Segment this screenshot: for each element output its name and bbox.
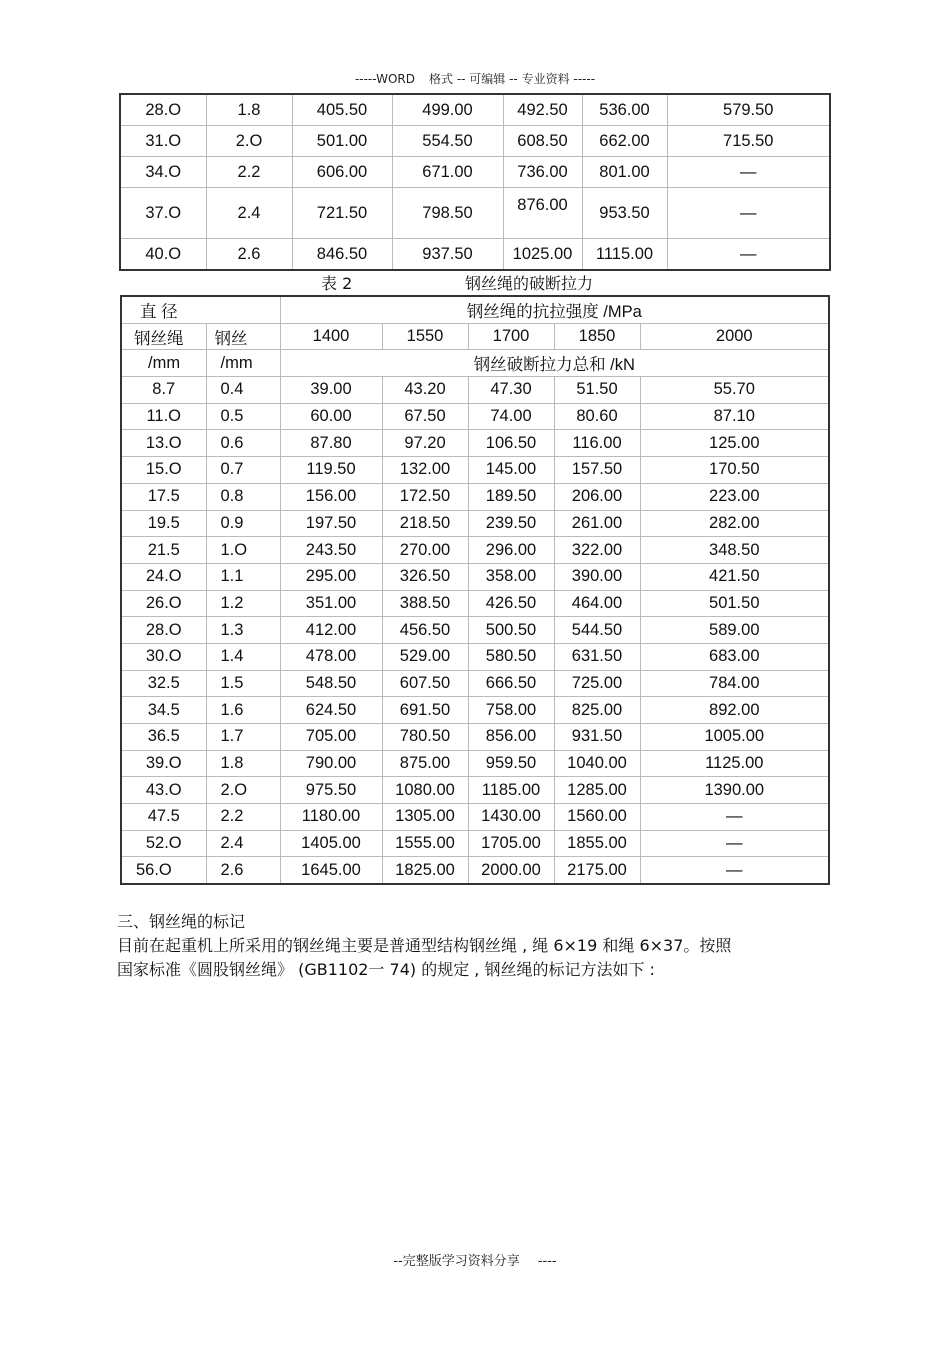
table-cell: —: [667, 157, 830, 188]
table-cell: 28.O: [120, 94, 206, 126]
table-cell: 1.2: [206, 590, 280, 617]
header-diameter: 直 径: [121, 296, 280, 323]
table-row: [120, 239, 830, 271]
table-cell: 67.50: [382, 403, 468, 430]
table-2-body: [121, 296, 829, 884]
table-cell: 2000.00: [468, 857, 554, 884]
header-rope: 钢丝绳: [121, 323, 206, 350]
table-cell: 736.00: [503, 157, 582, 188]
table-row: [121, 643, 829, 670]
table-cell: 536.00: [582, 94, 667, 126]
table-cell: 132.00: [382, 457, 468, 484]
table-cell: 26.O: [121, 590, 206, 617]
table-cell: 953.50: [582, 188, 667, 239]
table-cell: 0.4: [206, 377, 280, 404]
page-header: [0, 70, 950, 87]
table-cell: 691.50: [382, 697, 468, 724]
table-row: [121, 430, 829, 457]
table-cell: 282.00: [640, 510, 829, 537]
table-cell: 1.4: [206, 643, 280, 670]
table-cell: 671.00: [392, 157, 503, 188]
table-cell: 1405.00: [280, 830, 382, 857]
table-cell: 1305.00: [382, 804, 468, 831]
table-cell: 589.00: [640, 617, 829, 644]
table-cell: 421.50: [640, 563, 829, 590]
table-cell: 464.00: [554, 590, 640, 617]
header-wire: 钢丝: [206, 323, 280, 350]
table-cell: 780.50: [382, 724, 468, 751]
table-cell: 2.4: [206, 830, 280, 857]
table-cell: 19.5: [121, 510, 206, 537]
table-cell: 500.50: [468, 617, 554, 644]
table-cell: 15.O: [121, 457, 206, 484]
table-cell: 243.50: [280, 537, 382, 564]
table-cell: 721.50: [292, 188, 392, 239]
header-rope-unit: /mm: [121, 350, 206, 377]
table-cell: 959.50: [468, 750, 554, 777]
table-cell: 725.00: [554, 670, 640, 697]
table-1-body: [120, 94, 830, 270]
footer-right: ----: [537, 1254, 557, 1269]
table-cell: 51.50: [554, 377, 640, 404]
paragraph-line-1: 目前在起重机上所采用的钢丝绳主要是普通型结构钢丝绳 , 绳 6×19 和绳 6×37。按照: [117, 936, 732, 955]
table-cell: 478.00: [280, 643, 382, 670]
table-cell: 358.00: [468, 563, 554, 590]
table-cell: 705.00: [280, 724, 382, 751]
table-cell: 74.00: [468, 403, 554, 430]
table-row: [121, 510, 829, 537]
table-cell: 2.O: [206, 777, 280, 804]
table-row: [121, 483, 829, 510]
table-row: [121, 724, 829, 751]
table-cell: 580.50: [468, 643, 554, 670]
table-cell: 892.00: [640, 697, 829, 724]
table-cell: 43.20: [382, 377, 468, 404]
table-2-label: 表 2: [321, 274, 353, 293]
table-cell: —: [667, 239, 830, 271]
table-cell: 501.50: [640, 590, 829, 617]
table-cell: 239.50: [468, 510, 554, 537]
table-cell: 223.00: [640, 483, 829, 510]
table-cell: 326.50: [382, 563, 468, 590]
table-cell: 624.50: [280, 697, 382, 724]
table-cell: 846.50: [292, 239, 392, 271]
table-cell: 36.5: [121, 724, 206, 751]
table-row: [121, 590, 829, 617]
table-cell: 34.O: [120, 157, 206, 188]
page-footer: [0, 1250, 950, 1269]
table-row: [120, 188, 830, 239]
table-cell: 34.5: [121, 697, 206, 724]
table-cell: 17.5: [121, 483, 206, 510]
table-cell: 608.50: [503, 126, 582, 157]
table-cell: 80.60: [554, 403, 640, 430]
table-cell: 426.50: [468, 590, 554, 617]
table-cell: 218.50: [382, 510, 468, 537]
table-cell: 1825.00: [382, 857, 468, 884]
table-cell: 1390.00: [640, 777, 829, 804]
table-cell: 1.6: [206, 697, 280, 724]
header-wire-unit: /mm: [206, 350, 280, 377]
table-cell: 662.00: [582, 126, 667, 157]
header-strength-1400: 1400: [280, 323, 382, 350]
table-cell: 548.50: [280, 670, 382, 697]
table-cell: 501.00: [292, 126, 392, 157]
table-row: [121, 750, 829, 777]
table-cell: 2.6: [206, 857, 280, 884]
table-cell: 1025.00: [503, 239, 582, 271]
header-strength-1550: 1550: [382, 323, 468, 350]
header-strength-1700: 1700: [468, 323, 554, 350]
table-cell: 390.00: [554, 563, 640, 590]
table-cell: 683.00: [640, 643, 829, 670]
table-2-header-row-2: [121, 323, 829, 350]
table-cell: 11.O: [121, 403, 206, 430]
header-total-force: 钢丝破断拉力总和 /kN: [280, 350, 829, 377]
table-cell: 87.10: [640, 403, 829, 430]
table-row: [120, 126, 830, 157]
table-cell: 1555.00: [382, 830, 468, 857]
table-cell: 55.70: [640, 377, 829, 404]
cell-text: 876.00: [517, 195, 568, 214]
table-cell: 296.00: [468, 537, 554, 564]
table-cell: 1125.00: [640, 750, 829, 777]
table-cell: 666.50: [468, 670, 554, 697]
table-row: [121, 457, 829, 484]
table-cell: 106.50: [468, 430, 554, 457]
table-cell: 156.00: [280, 483, 382, 510]
table-2-title: 钢丝绳的破断拉力: [465, 274, 594, 293]
table-cell: 1285.00: [554, 777, 640, 804]
table-cell: 0.9: [206, 510, 280, 537]
table-row: [121, 670, 829, 697]
table-2: [120, 295, 830, 885]
table-cell: 47.30: [468, 377, 554, 404]
table-cell: 37.O: [120, 188, 206, 239]
table-cell: 1115.00: [582, 239, 667, 271]
table-cell: 40.O: [120, 239, 206, 271]
table-cell: 1180.00: [280, 804, 382, 831]
table-cell: 2.O: [206, 126, 292, 157]
table-cell: 8.7: [121, 377, 206, 404]
table-cell: —: [640, 830, 829, 857]
table-cell: 295.00: [280, 563, 382, 590]
table-cell: 47.5: [121, 804, 206, 831]
section-heading: 三、钢丝绳的标记: [117, 912, 246, 931]
table-cell: 119.50: [280, 457, 382, 484]
table-cell: 197.50: [280, 510, 382, 537]
table-row: [121, 377, 829, 404]
table-cell: 1705.00: [468, 830, 554, 857]
table-cell: 790.00: [280, 750, 382, 777]
table-cell: 52.O: [121, 830, 206, 857]
table-cell: 931.50: [554, 724, 640, 751]
table-cell: 261.00: [554, 510, 640, 537]
table-cell: 492.50: [503, 94, 582, 126]
table-cell: 1.7: [206, 724, 280, 751]
table-cell: 412.00: [280, 617, 382, 644]
table-cell: 43.O: [121, 777, 206, 804]
table-cell: 270.00: [382, 537, 468, 564]
table-row: [121, 403, 829, 430]
table-cell: 348.50: [640, 537, 829, 564]
table-cell: 1005.00: [640, 724, 829, 751]
table-cell: 1.1: [206, 563, 280, 590]
table-cell: 715.50: [667, 126, 830, 157]
table-cell: 97.20: [382, 430, 468, 457]
table-cell: 28.O: [121, 617, 206, 644]
table-cell: 206.00: [554, 483, 640, 510]
table-cell: 405.50: [292, 94, 392, 126]
table-cell: 606.00: [292, 157, 392, 188]
table-cell: —: [640, 857, 829, 884]
table-cell: 0.5: [206, 403, 280, 430]
footer-left: --完整版学习资料分享: [393, 1254, 520, 1269]
table-cell: 499.00: [392, 94, 503, 126]
header-strength-2000: 2000: [640, 323, 829, 350]
table-cell: 1040.00: [554, 750, 640, 777]
table-cell: 554.50: [392, 126, 503, 157]
table-cell: 631.50: [554, 643, 640, 670]
table-cell: 1185.00: [468, 777, 554, 804]
table-cell: 801.00: [582, 157, 667, 188]
header-strength-1850: 1850: [554, 323, 640, 350]
table-row: [121, 617, 829, 644]
table-1-continued: [119, 93, 831, 271]
table-cell: 87.80: [280, 430, 382, 457]
table-cell: 56.O: [121, 857, 206, 884]
table-cell: 1645.00: [280, 857, 382, 884]
table-cell: 2.4: [206, 188, 292, 239]
table-cell: 30.O: [121, 643, 206, 670]
table-row: [121, 857, 829, 884]
table-cell: 170.50: [640, 457, 829, 484]
table-cell: 2175.00: [554, 857, 640, 884]
table-cell: 0.8: [206, 483, 280, 510]
table-cell: 875.00: [382, 750, 468, 777]
table-cell: 758.00: [468, 697, 554, 724]
table-cell: 32.5: [121, 670, 206, 697]
table-cell: 1.O: [206, 537, 280, 564]
header-strength: 钢丝绳的抗拉强度 /MPa: [280, 296, 829, 323]
table-2-header-row-3: [121, 350, 829, 377]
table-cell: [503, 188, 582, 239]
table-cell: 0.6: [206, 430, 280, 457]
table-cell: 544.50: [554, 617, 640, 644]
table-cell: 529.00: [382, 643, 468, 670]
table-row: [121, 830, 829, 857]
table-cell: 2.2: [206, 157, 292, 188]
table-cell: 2.6: [206, 239, 292, 271]
table-cell: 1855.00: [554, 830, 640, 857]
table-cell: 116.00: [554, 430, 640, 457]
table-row: [121, 804, 829, 831]
table-cell: 322.00: [554, 537, 640, 564]
table-cell: 0.7: [206, 457, 280, 484]
table-cell: 798.50: [392, 188, 503, 239]
table-row: [120, 157, 830, 188]
table-cell: 579.50: [667, 94, 830, 126]
table-cell: —: [640, 804, 829, 831]
table-row: [121, 697, 829, 724]
table-cell: 145.00: [468, 457, 554, 484]
table-cell: 1560.00: [554, 804, 640, 831]
table-cell: 937.50: [392, 239, 503, 271]
table-cell: 607.50: [382, 670, 468, 697]
header-left: -----WORD: [354, 72, 415, 86]
table-cell: 1.8: [206, 94, 292, 126]
table-cell: —: [667, 188, 830, 239]
table-cell: 784.00: [640, 670, 829, 697]
table-cell: 1.3: [206, 617, 280, 644]
table-cell: 21.5: [121, 537, 206, 564]
paragraph-line-2: 国家标准《圆股钢丝绳》 (GB1102一 74) 的规定 , 钢丝绳的标记方法如下 :: [117, 960, 655, 979]
table-cell: 24.O: [121, 563, 206, 590]
table-cell: 975.50: [280, 777, 382, 804]
table-cell: 125.00: [640, 430, 829, 457]
table-cell: 31.O: [120, 126, 206, 157]
table-cell: 1080.00: [382, 777, 468, 804]
table-row: [121, 777, 829, 804]
table-cell: 1430.00: [468, 804, 554, 831]
table-cell: 856.00: [468, 724, 554, 751]
table-cell: 351.00: [280, 590, 382, 617]
table-cell: 60.00: [280, 403, 382, 430]
table-cell: 456.50: [382, 617, 468, 644]
table-cell: 2.2: [206, 804, 280, 831]
table-cell: 39.00: [280, 377, 382, 404]
table-2-header-row-1: [121, 296, 829, 323]
table-cell: 157.50: [554, 457, 640, 484]
table-row: [121, 537, 829, 564]
header-mid: 格式 -- 可编辑 -- 专业资料 -----: [429, 72, 596, 86]
table-cell: 39.O: [121, 750, 206, 777]
table-cell: 189.50: [468, 483, 554, 510]
table-cell: 388.50: [382, 590, 468, 617]
table-cell: 1.5: [206, 670, 280, 697]
table-cell: 13.O: [121, 430, 206, 457]
table-cell: 825.00: [554, 697, 640, 724]
table-cell: 1.8: [206, 750, 280, 777]
table-row: [120, 94, 830, 126]
table-row: [121, 563, 829, 590]
table-cell: 172.50: [382, 483, 468, 510]
